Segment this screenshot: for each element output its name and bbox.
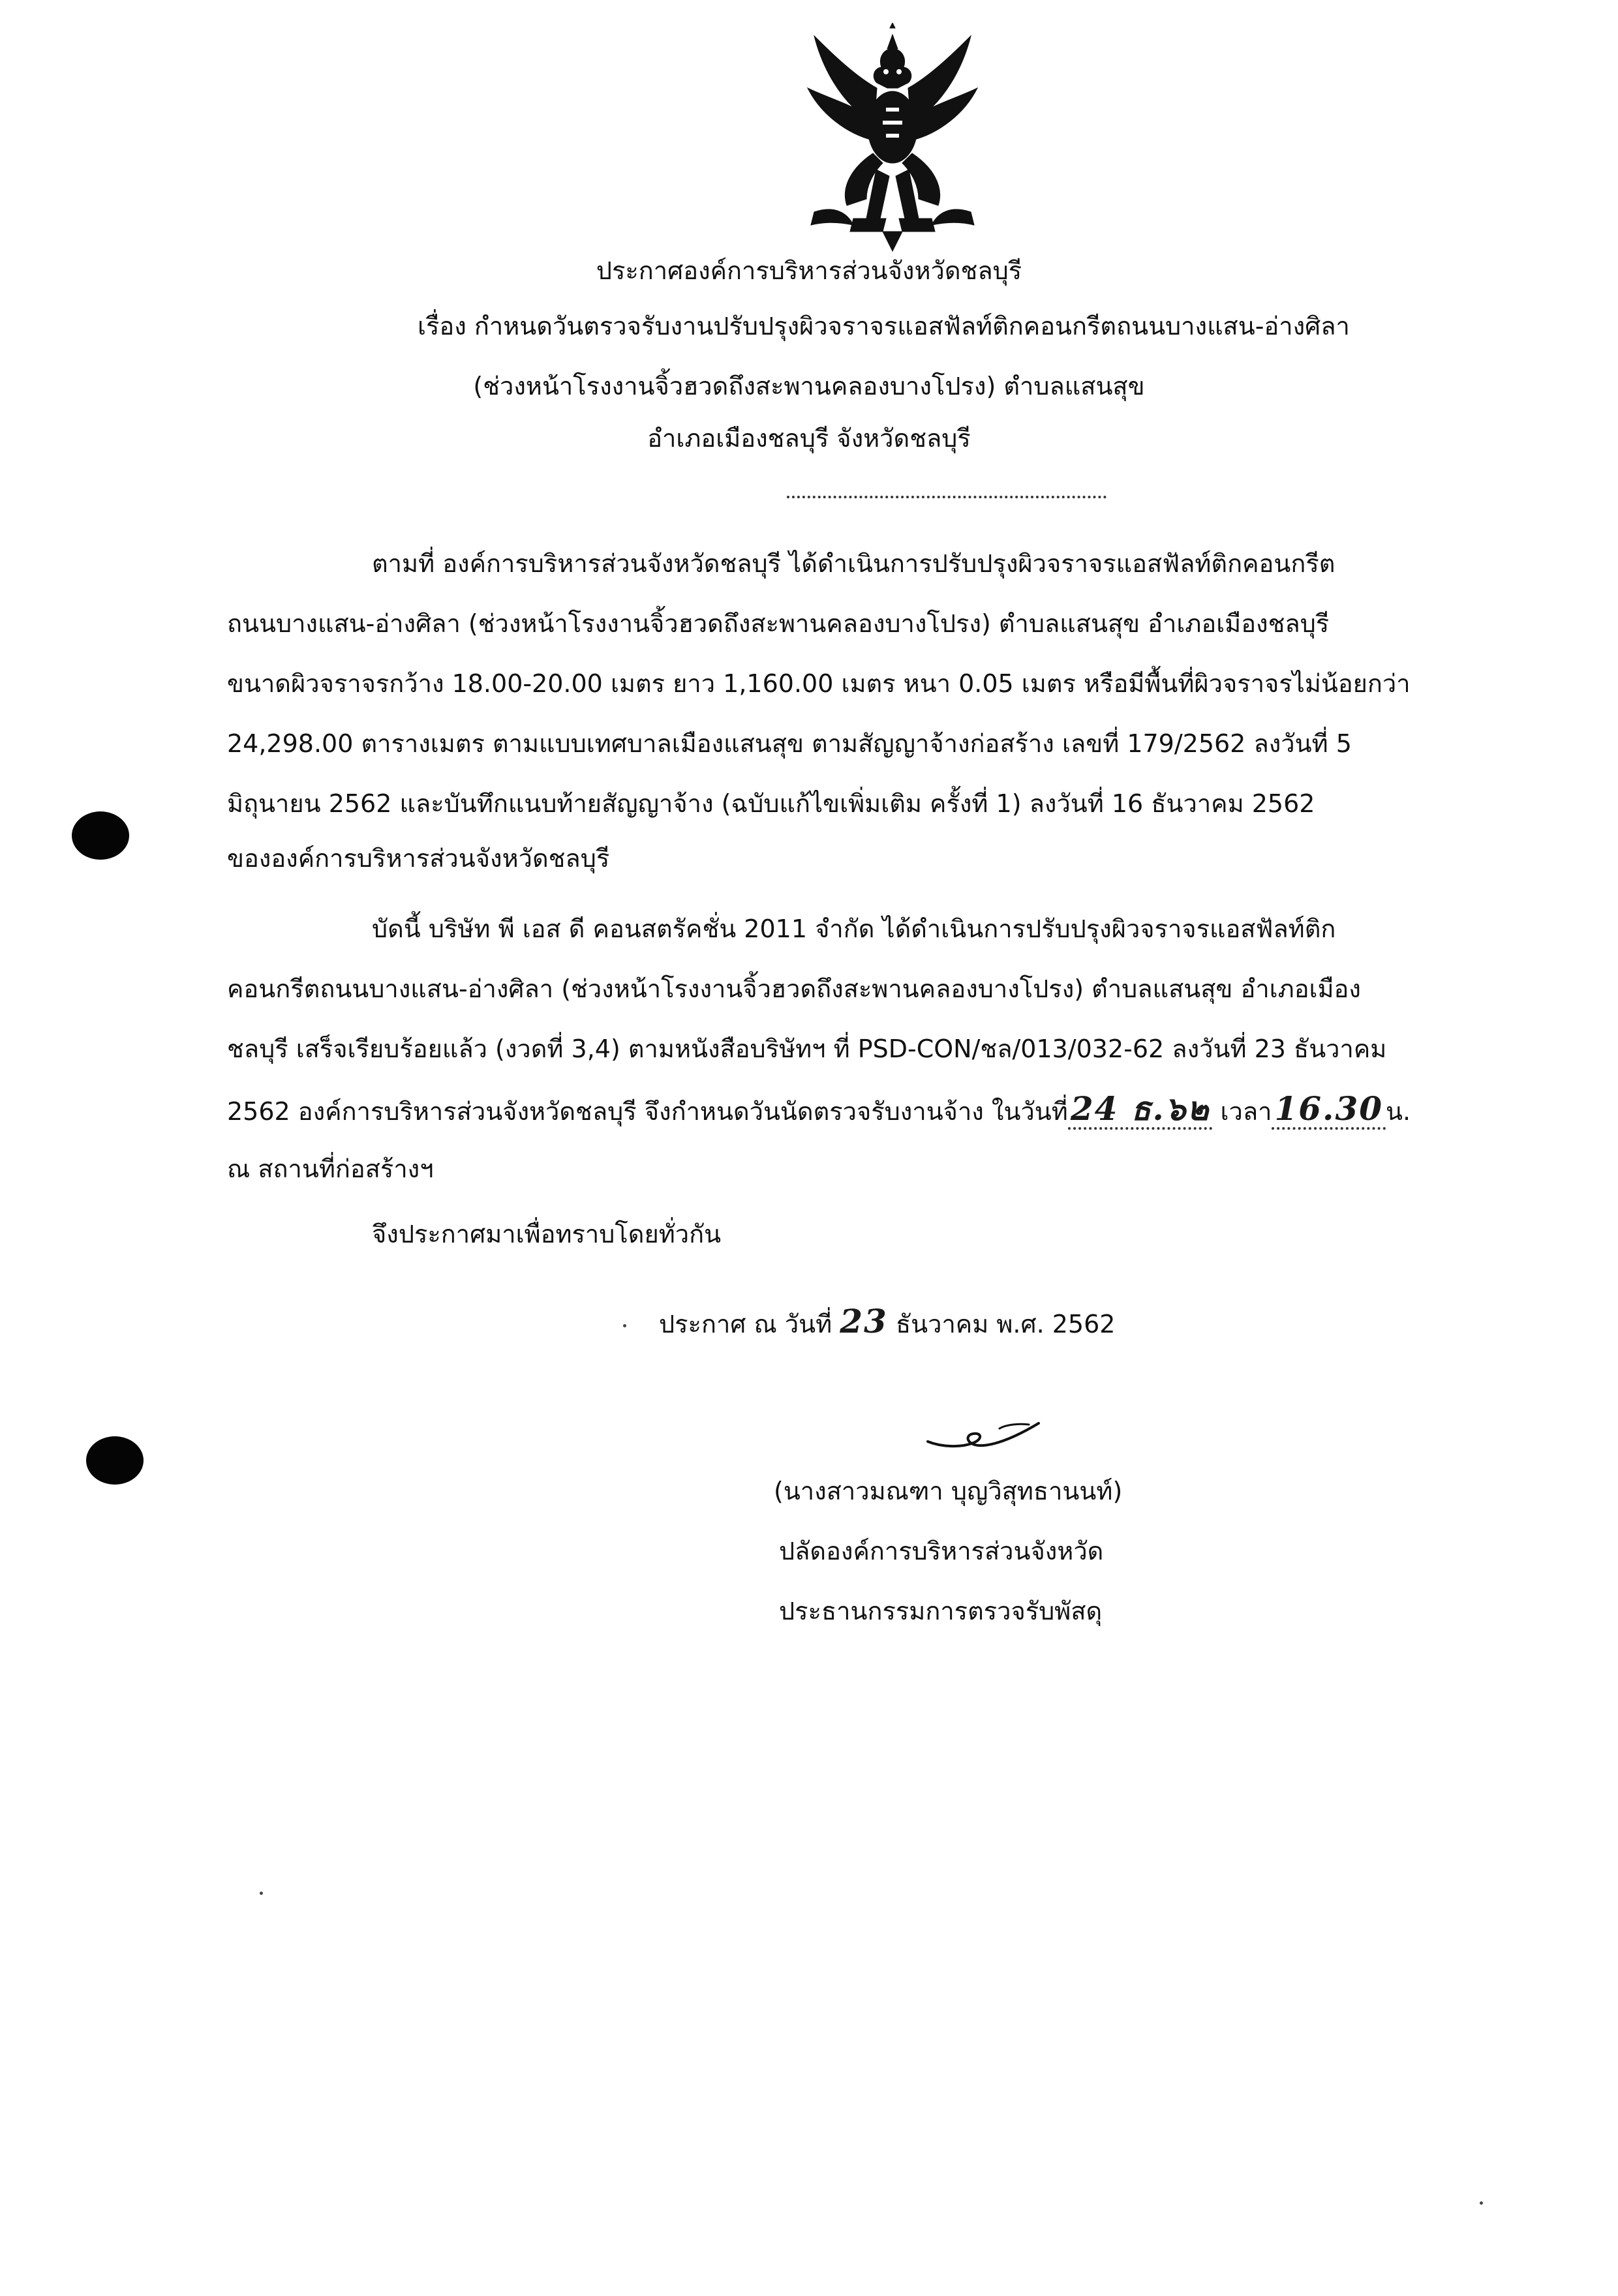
signatory-position-2: ประธานกรรมการตรวจรับพัสดุ [779, 1597, 1103, 1625]
closing-statement: จึงประกาศมาเพื่อทราบโดยทั่วกัน [372, 1220, 722, 1248]
garuda-emblem-icon [775, 23, 1010, 258]
inspection-time-field [1272, 1089, 1386, 1130]
paragraph-2-line-3: ชลบุรี เสร็จเรียบร้อยแล้ว (งวดที่ 3,4) ตามหนังสือบริษัทฯ ที่ PSD-CON/ชล/013/032-62 ลงวันที่ 23 ธันวาคม [227, 1035, 1387, 1063]
paragraph-1-line-1: ตามที่ องค์การบริหารส่วนจังหวัดชลบุรี ได้ดำเนินการปรับปรุงผิวจราจรแอสฟัลท์ติกคอนกรีต [372, 549, 1336, 578]
handwritten-signature-icon [921, 1415, 1045, 1455]
announcement-date [659, 1302, 1116, 1340]
paragraph-2-line-4-prefix: 2562 องค์การบริหารส่วนจังหวัดชลบุรี จึงกำหนดวันนัดตรวจรับงานจ้าง ในวันที่ [227, 1097, 1068, 1126]
subject-line-2: (ช่วงหน้าโรงงานจิ้วฮวดถึงสะพานคลองบางโปรง) ตำบลแสนสุข [473, 372, 1145, 400]
scan-speck [260, 1892, 263, 1895]
paragraph-1-line-2: ถนนบางแสน-อ่างศิลา (ช่วงหน้าโรงงานจิ้วฮวดถึงสะพานคลองบางโปรง) ตำบลแสนสุข อำเภอเมืองชลบุรี [227, 609, 1330, 638]
dotted-separator [787, 496, 1107, 498]
paragraph-1-line-3: ขนาดผิวจราจรกว้าง 18.00-20.00 เมตร ยาว 1,160.00 เมตร หนา 0.05 เมตร หรือมีพื้นที่ผิวจราจรไม่น้อยกว่า [227, 669, 1411, 698]
signatory-position-1: ปลัดองค์การบริหารส่วนจังหวัด [779, 1537, 1104, 1565]
handwritten-inspection-time: 16.30 [1274, 1089, 1384, 1128]
announcement-date-suffix: ธันวาคม พ.ศ. 2562 [887, 1310, 1116, 1338]
paragraph-2-time-label: เวลา [1212, 1097, 1272, 1126]
subject-line-3: อำเภอเมืองชลบุรี จังหวัดชลบุรี [647, 424, 971, 453]
handwritten-inspection-date: 24 ธ.๖๒ [1070, 1089, 1210, 1128]
subject-line-1: เรื่อง กำหนดวันตรวจรับงานปรับปรุงผิวจราจรแอสฟัลท์ติกคอนกรีตถนนบางแสน-อ่างศิลา [418, 312, 1350, 340]
paragraph-1-line-6: ขององค์การบริหารส่วนจังหวัดชลบุรี [227, 844, 610, 873]
paragraph-1-line-4: 24,298.00 ตารางเมตร ตามแบบเทศบาลเมืองแสนสุข ตามสัญญาจ้างก่อสร้าง เลขที่ 179/2562 ลงวันที่ 5 [227, 729, 1352, 758]
inspection-date-field [1068, 1089, 1213, 1130]
binder-punch-hole [86, 1436, 144, 1485]
announcement-date-prefix: ประกาศ ณ วันที่ [659, 1310, 840, 1338]
paragraph-2-line-5: ณ สถานที่ก่อสร้างฯ [227, 1155, 434, 1183]
document-title: ประกาศองค์การบริหารส่วนจังหวัดชลบุรี [596, 256, 1022, 285]
paragraph-2-line-4 [227, 1089, 1467, 1130]
scan-speck [1480, 2201, 1483, 2205]
binder-punch-hole [72, 811, 129, 860]
signatory-name: (นางสาวมณฑา บุญวิสุทธานนท์) [774, 1477, 1123, 1505]
paragraph-2-line-2: คอนกรีตถนนบางแสน-อ่างศิลา (ช่วงหน้าโรงงานจิ้วฮวดถึงสะพานคลองบางโปรง) ตำบลแสนสุข อำเภอเมือง [227, 974, 1361, 1003]
scan-speck [623, 1324, 626, 1327]
handwritten-announcement-day: 23 [840, 1302, 888, 1340]
paragraph-1-line-5: มิถุนายน 2562 และบันทึกแนบท้ายสัญญาจ้าง (ฉบับแก้ไขเพิ่มเติม ครั้งที่ 1) ลงวันที่ 16 ธันวาคม 2562 [227, 789, 1315, 818]
paragraph-2-line-1: บัดนี้ บริษัท พี เอส ดี คอนสตรัคชั่น 2011 จำกัด ได้ดำเนินการปรับปรุงผิวจราจรแอสฟัลท์ติก [372, 914, 1336, 943]
paragraph-2-time-unit: น. [1386, 1097, 1411, 1126]
